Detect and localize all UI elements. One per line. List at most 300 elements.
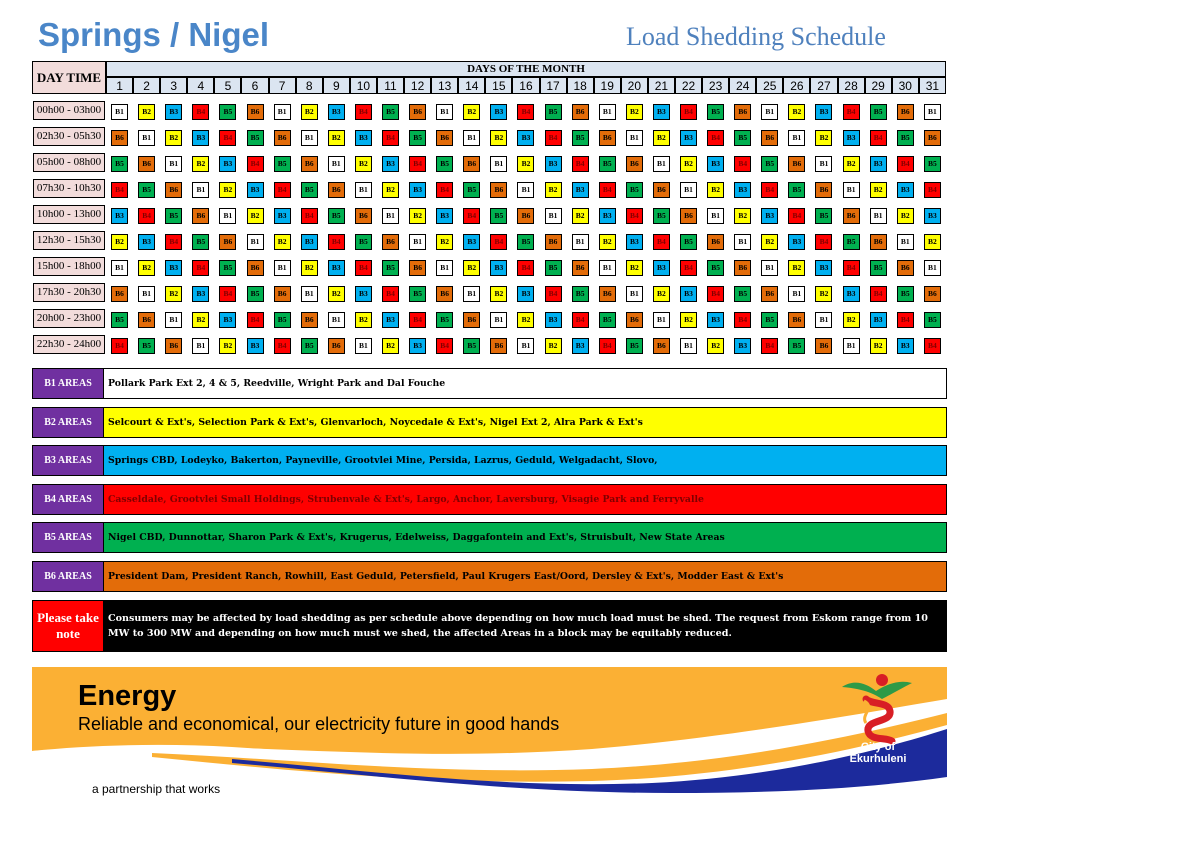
block-cell: B3 [626, 234, 643, 250]
block-cell: B3 [219, 156, 236, 172]
banner-tagline: Reliable and economical, our electricity future in good hands [78, 714, 560, 734]
block-cell: B4 [192, 104, 209, 120]
logo-text: City of Ekurhuleni [849, 741, 907, 765]
block-cell: B2 [924, 234, 941, 250]
block-cell: B6 [734, 104, 751, 120]
block-cell: B1 [572, 234, 589, 250]
block-cell: B2 [463, 260, 480, 276]
day-number: 6 [241, 77, 268, 94]
block-cell: B1 [870, 208, 887, 224]
block-cell: B5 [897, 286, 914, 302]
area-row [32, 484, 947, 515]
block-cell: B5 [436, 312, 453, 328]
block-cell: B2 [870, 182, 887, 198]
block-cell: B6 [111, 286, 128, 302]
block-cell: B5 [870, 104, 887, 120]
days-of-month-header: DAYS OF THE MONTH [106, 61, 946, 77]
block-cell: B2 [572, 208, 589, 224]
block-cell: B3 [138, 234, 155, 250]
area-row [32, 522, 947, 553]
block-cell: B4 [219, 286, 236, 302]
block-cell: B5 [219, 260, 236, 276]
block-cell: B1 [545, 208, 562, 224]
block-cell: B1 [247, 234, 264, 250]
block-cell: B3 [815, 260, 832, 276]
block-cell: B3 [517, 286, 534, 302]
block-cell: B2 [734, 208, 751, 224]
schedule-row [32, 231, 946, 250]
block-cell: B6 [653, 182, 670, 198]
block-cell: B2 [599, 234, 616, 250]
area-label: B6 AREAS [32, 561, 104, 592]
block-cell: B3 [382, 156, 399, 172]
block-cell: B6 [436, 130, 453, 146]
block-cell: B6 [328, 338, 345, 354]
block-cell: B5 [463, 338, 480, 354]
block-cell: B4 [545, 286, 562, 302]
block-cell: B1 [680, 182, 697, 198]
block-cell: B6 [761, 130, 778, 146]
block-cell: B4 [870, 130, 887, 146]
block-cell: B2 [436, 234, 453, 250]
schedule-row [32, 257, 946, 276]
area-label: B5 AREAS [32, 522, 104, 553]
day-number: 24 [729, 77, 756, 94]
block-cell: B5 [924, 156, 941, 172]
block-cell: B4 [626, 208, 643, 224]
block-cell: B1 [788, 130, 805, 146]
block-cell: B6 [517, 208, 534, 224]
block-cell: B6 [680, 208, 697, 224]
block-cell: B4 [599, 338, 616, 354]
block-cell: B5 [815, 208, 832, 224]
block-cell: B1 [707, 208, 724, 224]
block-cell: B6 [409, 104, 426, 120]
block-cell: B4 [219, 130, 236, 146]
day-number: 2 [133, 77, 160, 94]
block-cell: B4 [924, 182, 941, 198]
block-cell: B6 [599, 130, 616, 146]
block-cell: B4 [815, 234, 832, 250]
time-slot-label: 12h30 - 15h30 [33, 231, 105, 250]
block-cell: B6 [572, 104, 589, 120]
area-row [32, 561, 947, 592]
block-cell: B6 [111, 130, 128, 146]
block-cell: B4 [599, 182, 616, 198]
day-number: 5 [214, 77, 241, 94]
block-cell: B3 [843, 130, 860, 146]
block-cell: B1 [382, 208, 399, 224]
block-cell: B6 [328, 182, 345, 198]
block-cell: B4 [707, 286, 724, 302]
area-label: B4 AREAS [32, 484, 104, 515]
block-cell: B1 [653, 312, 670, 328]
block-cell: B6 [707, 234, 724, 250]
time-slot-label: 10h00 - 13h00 [33, 205, 105, 224]
block-cell: B4 [680, 104, 697, 120]
block-cell: B4 [870, 286, 887, 302]
block-cell: B5 [788, 338, 805, 354]
block-cell: B3 [734, 182, 751, 198]
block-cell: B5 [761, 156, 778, 172]
block-cell: B4 [761, 338, 778, 354]
block-cell: B3 [192, 286, 209, 302]
block-cell: B4 [247, 156, 264, 172]
block-cell: B6 [815, 182, 832, 198]
block-cell: B3 [870, 312, 887, 328]
block-cell: B3 [409, 182, 426, 198]
block-cell: B3 [165, 104, 182, 120]
block-cell: B1 [192, 182, 209, 198]
block-cell: B4 [247, 312, 264, 328]
block-cell: B2 [247, 208, 264, 224]
block-cell: B3 [870, 156, 887, 172]
block-cell: B4 [788, 208, 805, 224]
day-number: 29 [865, 77, 892, 94]
block-cell: B1 [788, 286, 805, 302]
day-number: 9 [323, 77, 350, 94]
block-cell: B4 [111, 338, 128, 354]
block-cell: B6 [897, 104, 914, 120]
block-cell: B3 [653, 260, 670, 276]
block-cell: B6 [274, 286, 291, 302]
block-cell: B3 [490, 260, 507, 276]
block-cell: B1 [138, 286, 155, 302]
block-cell: B2 [897, 208, 914, 224]
block-cell: B3 [219, 312, 236, 328]
block-cell: B6 [924, 130, 941, 146]
block-cell: B2 [680, 312, 697, 328]
block-cell: B2 [626, 104, 643, 120]
block-cell: B4 [274, 338, 291, 354]
block-cell: B2 [788, 104, 805, 120]
block-cell: B2 [463, 104, 480, 120]
block-cell: B5 [463, 182, 480, 198]
day-number: 12 [404, 77, 431, 94]
block-cell: B1 [626, 286, 643, 302]
block-cell: B5 [599, 156, 616, 172]
area-list: President Dam, President Ranch, Rowhill, East Geduld, Petersfield, Paul Krugers East/Oord, Dersley & Ext's, Modder East & Ext's [104, 561, 947, 592]
block-cell: B2 [517, 156, 534, 172]
day-number: 8 [296, 77, 323, 94]
block-cell: B2 [192, 312, 209, 328]
block-cell: B3 [680, 130, 697, 146]
block-cell: B3 [897, 182, 914, 198]
block-cell: B4 [355, 104, 372, 120]
block-cell: B6 [138, 312, 155, 328]
block-cell: B1 [165, 312, 182, 328]
block-cell: B3 [734, 338, 751, 354]
block-cell: B1 [517, 338, 534, 354]
page-title: Springs / Nigel [38, 16, 270, 53]
block-cell: B2 [328, 286, 345, 302]
block-cell: B3 [355, 286, 372, 302]
block-cell: B2 [382, 338, 399, 354]
day-number: 26 [783, 77, 810, 94]
block-cell: B5 [436, 156, 453, 172]
block-cell: B1 [301, 130, 318, 146]
block-cell: B5 [545, 104, 562, 120]
block-cell: B1 [328, 312, 345, 328]
area-label: B3 AREAS [32, 445, 104, 476]
schedule-title: Load Shedding Schedule [626, 22, 886, 51]
block-cell: B5 [545, 260, 562, 276]
block-cell: B2 [545, 182, 562, 198]
day-number: 21 [648, 77, 675, 94]
schedule-row [32, 101, 946, 120]
block-cell: B5 [274, 312, 291, 328]
area-list: Nigel CBD, Dunnottar, Sharon Park & Ext's, Krugerus, Edelweiss, Daggafontein and Ext's, Struisbult, New State Areas [104, 522, 947, 553]
block-cell: B2 [355, 156, 372, 172]
block-cell: B5 [138, 182, 155, 198]
block-cell: B6 [870, 234, 887, 250]
schedule-row [32, 335, 946, 354]
block-cell: B6 [843, 208, 860, 224]
block-cell: B3 [382, 312, 399, 328]
block-cell: B6 [301, 156, 318, 172]
block-cell: B2 [165, 130, 182, 146]
block-cell: B1 [653, 156, 670, 172]
block-cell: B3 [409, 338, 426, 354]
block-cell: B2 [653, 130, 670, 146]
area-label: B2 AREAS [32, 407, 104, 438]
block-cell: B1 [274, 260, 291, 276]
block-cell: B1 [815, 312, 832, 328]
block-cell: B3 [815, 104, 832, 120]
block-cell: B6 [599, 286, 616, 302]
block-cell: B5 [138, 338, 155, 354]
block-cell: B3 [680, 286, 697, 302]
block-cell: B1 [924, 260, 941, 276]
time-slot-label: 15h00 - 18h00 [33, 257, 105, 276]
block-cell: B5 [707, 104, 724, 120]
day-number: 15 [485, 77, 512, 94]
schedule-row [32, 309, 946, 328]
block-cell: B3 [843, 286, 860, 302]
block-cell: B2 [138, 260, 155, 276]
block-cell: B5 [707, 260, 724, 276]
day-number: 1 [106, 77, 133, 94]
block-cell: B1 [409, 234, 426, 250]
block-cell: B2 [843, 156, 860, 172]
schedule-row [32, 283, 946, 302]
block-cell: B3 [599, 208, 616, 224]
block-cell: B2 [815, 286, 832, 302]
block-cell: B5 [897, 130, 914, 146]
note-row [32, 600, 947, 652]
day-number: 22 [675, 77, 702, 94]
block-cell: B1 [463, 130, 480, 146]
block-cell: B3 [707, 312, 724, 328]
block-cell: B2 [843, 312, 860, 328]
block-cell: B4 [761, 182, 778, 198]
area-list: Pollark Park Ext 2, 4 & 5, Reedville, Wright Park and Dal Fouche [104, 368, 947, 399]
block-cell: B6 [165, 182, 182, 198]
block-cell: B3 [572, 182, 589, 198]
block-cell: B1 [490, 312, 507, 328]
block-cell: B5 [301, 182, 318, 198]
block-cell: B5 [734, 130, 751, 146]
block-cell: B6 [626, 156, 643, 172]
block-cell: B2 [707, 182, 724, 198]
block-cell: B1 [192, 338, 209, 354]
schedule-row [32, 179, 946, 198]
block-cell: B5 [274, 156, 291, 172]
time-slot-label: 02h30 - 05h30 [33, 127, 105, 146]
block-cell: B1 [328, 156, 345, 172]
block-cell: B5 [680, 234, 697, 250]
day-number: 19 [594, 77, 621, 94]
block-cell: B3 [924, 208, 941, 224]
day-number: 28 [838, 77, 865, 94]
block-cell: B1 [490, 156, 507, 172]
block-cell: B1 [843, 338, 860, 354]
block-cell: B2 [707, 338, 724, 354]
block-cell: B6 [788, 156, 805, 172]
banner-heading: Energy [78, 680, 177, 712]
block-cell: B2 [165, 286, 182, 302]
block-cell: B4 [274, 182, 291, 198]
block-cell: B4 [517, 104, 534, 120]
block-cell: B2 [219, 338, 236, 354]
schedule-row [32, 153, 946, 172]
block-cell: B1 [436, 104, 453, 120]
block-cell: B2 [138, 104, 155, 120]
block-cell: B4 [490, 234, 507, 250]
block-cell: B6 [463, 156, 480, 172]
block-cell: B1 [436, 260, 453, 276]
block-cell: B4 [192, 260, 209, 276]
block-cell: B6 [626, 312, 643, 328]
block-cell: B3 [274, 208, 291, 224]
block-cell: B6 [247, 260, 264, 276]
block-cell: B3 [355, 130, 372, 146]
block-cell: B4 [165, 234, 182, 250]
block-cell: B5 [247, 130, 264, 146]
block-cell: B6 [572, 260, 589, 276]
block-cell: B1 [463, 286, 480, 302]
block-cell: B6 [734, 260, 751, 276]
block-cell: B4 [409, 312, 426, 328]
day-number: 17 [540, 77, 567, 94]
area-label: B1 AREAS [32, 368, 104, 399]
day-number: 16 [512, 77, 539, 94]
block-cell: B3 [517, 130, 534, 146]
block-cell: B3 [436, 208, 453, 224]
block-cell: B6 [192, 208, 209, 224]
block-cell: B5 [626, 338, 643, 354]
block-cell: B5 [626, 182, 643, 198]
block-cell: B1 [843, 182, 860, 198]
block-cell: B5 [788, 182, 805, 198]
block-cell: B3 [572, 338, 589, 354]
block-cell: B4 [382, 286, 399, 302]
block-cell: B1 [355, 182, 372, 198]
time-slot-label: 17h30 - 20h30 [33, 283, 105, 302]
block-cell: B6 [436, 286, 453, 302]
block-cell: B6 [409, 260, 426, 276]
block-cell: B2 [192, 156, 209, 172]
block-cell: B4 [572, 312, 589, 328]
block-cell: B6 [247, 104, 264, 120]
block-cell: B3 [247, 182, 264, 198]
block-cell: B3 [788, 234, 805, 250]
block-cell: B1 [924, 104, 941, 120]
area-row [32, 445, 947, 476]
block-cell: B5 [328, 208, 345, 224]
block-cell: B6 [490, 182, 507, 198]
block-cell: B1 [165, 156, 182, 172]
block-cell: B3 [328, 104, 345, 120]
block-cell: B6 [219, 234, 236, 250]
block-cell: B1 [626, 130, 643, 146]
block-cell: B2 [870, 338, 887, 354]
schedule-row [32, 127, 946, 146]
day-number: 18 [567, 77, 594, 94]
block-cell: B1 [301, 286, 318, 302]
block-cell: B3 [490, 104, 507, 120]
block-cell: B4 [517, 260, 534, 276]
day-number: 10 [350, 77, 377, 94]
block-cell: B2 [111, 234, 128, 250]
day-number: 13 [431, 77, 458, 94]
block-cell: B4 [301, 208, 318, 224]
block-cell: B2 [301, 104, 318, 120]
block-cell: B5 [761, 312, 778, 328]
block-cell: B2 [653, 286, 670, 302]
block-cell: B4 [436, 182, 453, 198]
block-cell: B3 [653, 104, 670, 120]
block-cell: B3 [463, 234, 480, 250]
block-cell: B4 [924, 338, 941, 354]
block-cell: B2 [626, 260, 643, 276]
day-number: 30 [892, 77, 919, 94]
block-cell: B1 [897, 234, 914, 250]
block-cell: B5 [517, 234, 534, 250]
block-cell: B5 [843, 234, 860, 250]
block-cell: B6 [463, 312, 480, 328]
block-cell: B6 [382, 234, 399, 250]
block-cell: B4 [653, 234, 670, 250]
block-cell: B5 [301, 338, 318, 354]
day-number: 11 [377, 77, 404, 94]
schedule-grid [32, 61, 946, 361]
block-cell: B2 [382, 182, 399, 198]
block-cell: B2 [815, 130, 832, 146]
time-slot-label: 22h30 - 24h00 [33, 335, 105, 354]
block-cell: B6 [165, 338, 182, 354]
block-cell: B2 [301, 260, 318, 276]
banner-footer: a partnership that works [92, 782, 221, 796]
block-cell: B1 [138, 130, 155, 146]
block-cell: B6 [897, 260, 914, 276]
day-number: 4 [187, 77, 214, 94]
area-list: Springs CBD, Lodeyko, Bakerton, Payneville, Grootvlei Mine, Persida, Lazrus, Geduld, Welgadacht, Slovo, [104, 445, 947, 476]
block-cell: B3 [897, 338, 914, 354]
block-cell: B5 [247, 286, 264, 302]
block-cell: B2 [490, 130, 507, 146]
block-cell: B5 [382, 104, 399, 120]
block-cell: B1 [734, 234, 751, 250]
block-cell: B2 [490, 286, 507, 302]
block-cell: B5 [924, 312, 941, 328]
block-cell: B5 [734, 286, 751, 302]
day-number: 31 [919, 77, 946, 94]
day-number: 27 [810, 77, 837, 94]
day-number: 3 [160, 77, 187, 94]
block-cell: B5 [111, 156, 128, 172]
day-number: 20 [621, 77, 648, 94]
